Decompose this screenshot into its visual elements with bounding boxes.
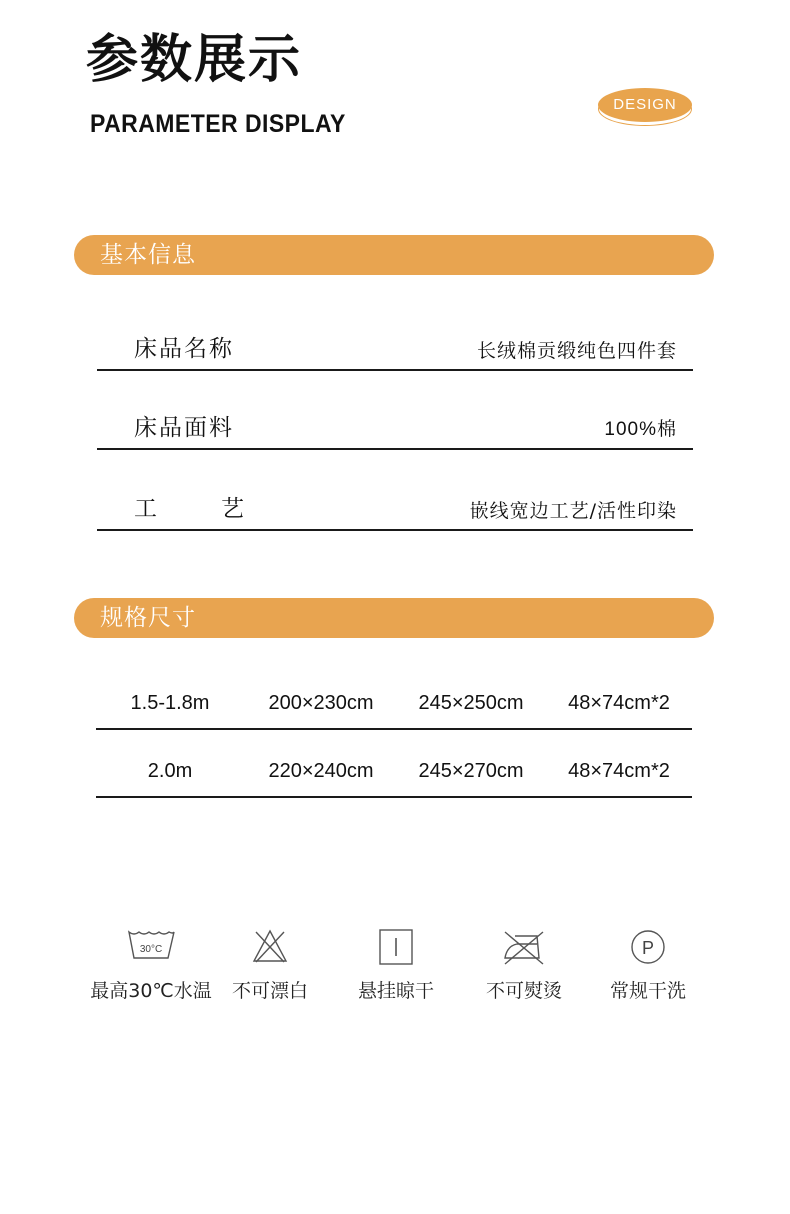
size-cell-bed: 1.5-1.8m [130,692,210,714]
size-cell-duvet: 245×250cm [418,692,524,714]
size-cell-bed: 2.0m [147,760,193,782]
wash-30-icon [126,928,176,962]
care-item-wash [86,928,216,1002]
size-cell-duvet: 245×270cm [418,760,524,782]
no-iron-icon [501,928,547,966]
care-item-hang-dry [331,928,461,1002]
section-header-basic-info [74,235,714,275]
info-value: 嵌线宽边工艺/活性印染 [469,500,677,522]
info-label: 床品面料 [134,415,234,441]
info-value: 长绒棉贡缎纯色四件套 [476,340,677,362]
size-cell-sheet: 200×230cm [268,692,374,714]
care-item-no-bleach [205,928,335,1002]
care-label: 悬挂晾干 [357,980,434,1002]
section-title: 基本信息 [100,242,196,268]
care-item-dry-clean [583,928,713,1002]
info-row-name [97,320,693,371]
care-label: 不可熨烫 [485,980,562,1002]
info-value: 100%棉 [604,419,677,440]
design-badge [596,84,696,130]
care-item-no-iron [459,928,589,1002]
dry-clean-p-icon [628,928,668,966]
care-label: 常规干洗 [609,980,686,1002]
page-subtitle: PARAMETER DISPLAY [90,110,346,138]
section-title: 规格尺寸 [100,605,196,631]
size-cell-pillow: 48×74cm*2 [568,692,670,714]
no-bleach-icon [250,928,290,964]
info-label: 床品名称 [134,336,234,362]
info-row-craft [97,480,693,531]
page-title: 参数展示 [86,30,303,90]
info-row-fabric [97,399,693,450]
svg-text:30°C: 30°C [139,944,163,955]
size-row-2 [96,756,692,798]
size-cell-sheet: 220×240cm [268,760,374,782]
size-cell-pillow: 48×74cm*2 [568,760,670,782]
svg-text:P: P [641,938,655,958]
size-row-1 [96,688,692,730]
section-header-size-spec [74,598,714,638]
care-label: 最高30℃水温 [90,980,212,1002]
hang-dry-icon [376,928,416,966]
care-label: 不可漂白 [231,980,308,1002]
info-label: 工 艺 [134,496,250,522]
badge-label: DESIGN [598,88,692,122]
